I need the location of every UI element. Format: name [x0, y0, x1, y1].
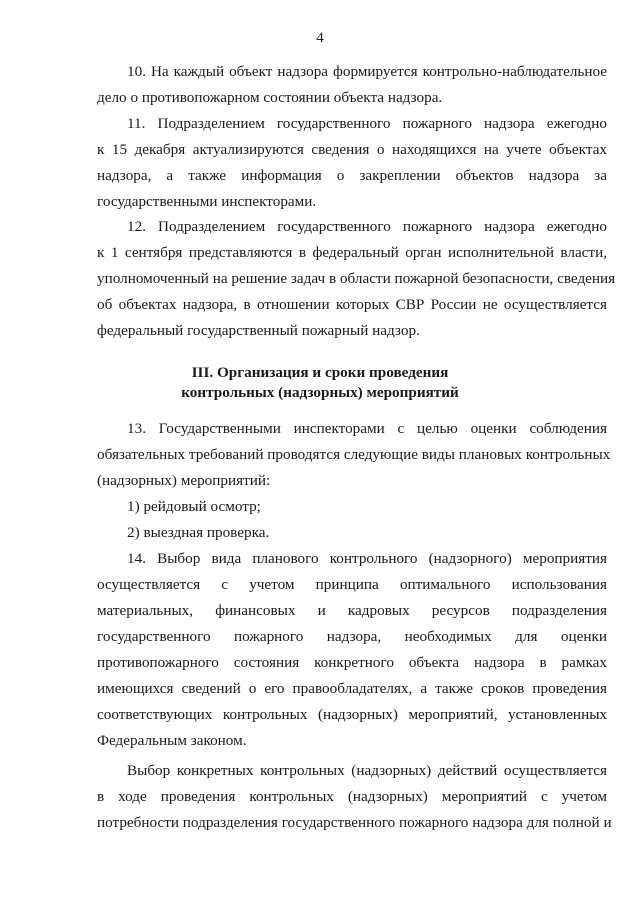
- heading-line: контрольных (надзорных) мероприятий: [181, 384, 459, 401]
- text-line: государственными инспекторами.: [97, 193, 317, 210]
- text-line: к 15 декабря актуализируются сведения о находящихся на учете объектах: [97, 141, 607, 158]
- text-line: надзора, а также информация о закреплении объектов надзора за: [97, 167, 607, 184]
- text-line: соответствующих контрольных (надзорных) мероприятий, установленных: [97, 706, 607, 723]
- text-line: об объектах надзора, в отношении которых СВР России не осуществляется: [97, 296, 607, 313]
- text-line: материальных, финансовых и кадровых ресурсов подразделения: [97, 602, 607, 619]
- text-line: 13. Государственными инспекторами с целью оценки соблюдения: [127, 420, 607, 437]
- text-line: имеющихся сведений о его правообладателях, а также сроков проведения: [97, 680, 607, 697]
- text-line: дело о противопожарном состоянии объекта надзора.: [97, 89, 443, 106]
- page-number: 4: [316, 30, 324, 46]
- text-line: обязательных требований проводятся следующие виды плановых контрольных: [97, 446, 611, 463]
- text-line: Федеральным законом.: [97, 732, 247, 749]
- text-line: 12. Подразделением государственного пожарного надзора ежегодно: [127, 218, 607, 235]
- text-line: (надзорных) мероприятий:: [97, 472, 271, 489]
- text-line: противопожарного состояния конкретного объекта надзора в рамках: [97, 654, 607, 671]
- text-line: 11. Подразделением государственного пожарного надзора ежегодно: [127, 115, 607, 132]
- list-item: 2) выездная проверка.: [127, 524, 270, 541]
- heading-line: III. Организация и сроки проведения: [191, 364, 449, 381]
- list-item: 1) рейдовый осмотр;: [127, 498, 261, 515]
- text-line: в ходе проведения контрольных (надзорных) мероприятий с учетом: [97, 788, 607, 805]
- text-line: к 1 сентября представляются в федеральный орган исполнительной власти,: [97, 244, 607, 261]
- text-line: уполномоченный на решение задач в области пожарной безопасности, сведения: [97, 270, 616, 287]
- text-line: потребности подразделения государственного пожарного надзора для полной и: [97, 814, 612, 831]
- text-line: 14. Выбор вида планового контрольного (надзорного) мероприятия: [127, 550, 607, 567]
- text-line: Выбор конкретных контрольных (надзорных) действий осуществляется: [127, 762, 607, 779]
- text-line: федеральный государственный пожарный надзор.: [97, 322, 420, 339]
- text-line: 10. На каждый объект надзора формируется контрольно-наблюдательное: [127, 63, 607, 80]
- text-line: осуществляется с учетом принципа оптимального использования: [97, 576, 607, 593]
- text-line: государственного пожарного надзора, необходимых для оценки: [97, 628, 607, 645]
